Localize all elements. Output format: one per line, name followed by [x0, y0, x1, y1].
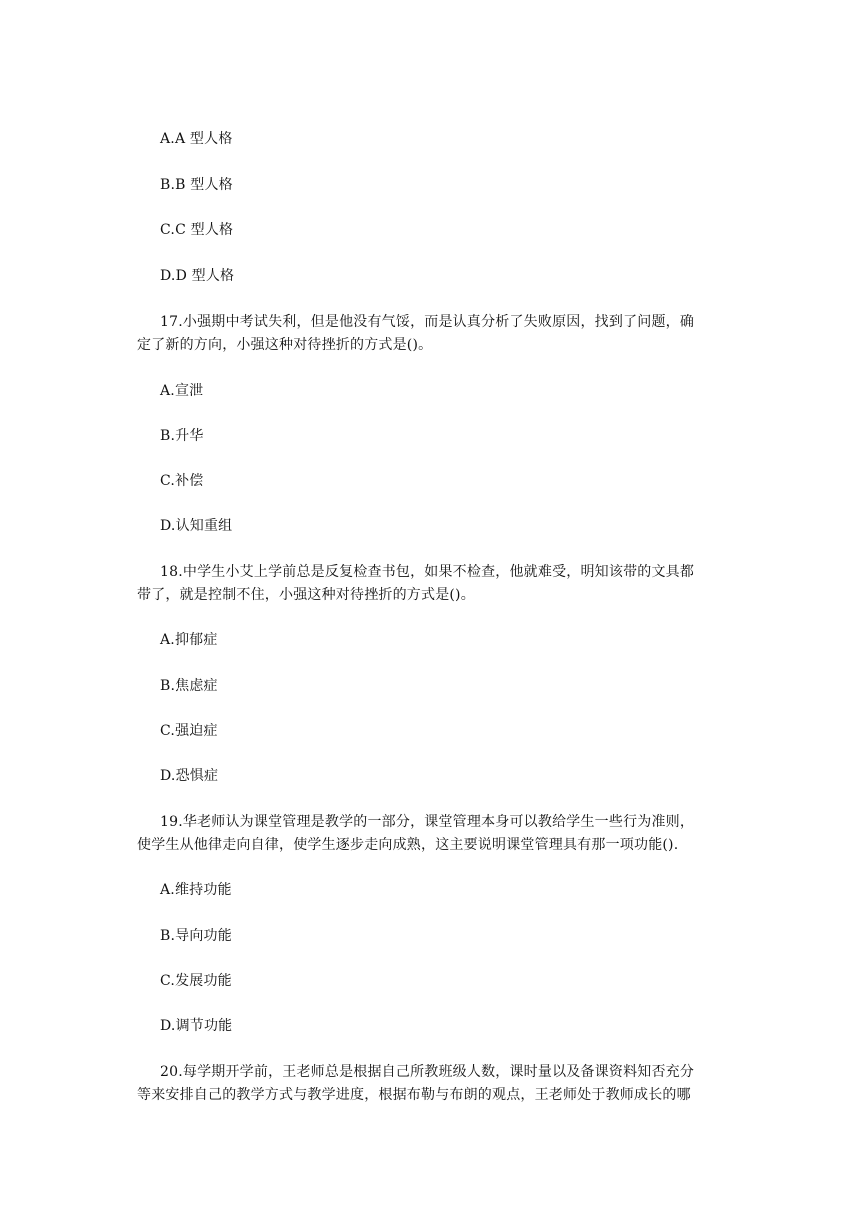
q19-question-line-2: 使学生从他律走向自律，使学生逐步走向成熟，这主要说明课堂管理具有那一项功能(). [137, 837, 679, 853]
q17-option-c: C.补偿 [160, 473, 204, 489]
q20-question-line-2: 等来安排自己的教学方式与教学进度，根据布勒与布朗的观点，王老师处于教师成长的哪 [137, 1087, 691, 1103]
q19-option-a: A.维持功能 [160, 882, 232, 898]
q18-question-line-2: 带了，就是控制不住，小强这种对待挫折的方式是()。 [137, 587, 475, 603]
q18-question-line-1: 18.中学生小艾上学前总是反复检查书包，如果不检查，他就难受，明知该带的文具都 [160, 564, 695, 580]
q19-option-b: B.导向功能 [160, 928, 232, 944]
q17-question-line-1: 17.小强期中考试失利，但是他没有气馁，而是认真分析了失败原因，找到了问题，确 [160, 314, 695, 330]
q19-question-line-1: 19.华老师认为课堂管理是教学的一部分，课堂管理本身可以教给学生一些行为准则， [160, 814, 695, 830]
q17-question-line-2: 定了新的方向，小强这种对待挫折的方式是()。 [137, 337, 433, 353]
q17-option-a: A.宣泄 [160, 383, 204, 399]
q18-option-d: D.恐惧症 [160, 768, 219, 784]
q16-option-c: C.C 型人格 [160, 222, 234, 238]
q19-option-c: C.发展功能 [160, 973, 232, 989]
q16-option-b: B.B 型人格 [160, 177, 233, 193]
q17-option-d: D.认知重组 [160, 518, 233, 534]
q19-option-d: D.调节功能 [160, 1018, 233, 1034]
q17-option-b: B.升华 [160, 428, 204, 444]
q18-option-b: B.焦虑症 [160, 678, 218, 694]
q18-option-a: A.抑郁症 [160, 632, 218, 648]
q18-option-c: C.强迫症 [160, 723, 218, 739]
q20-question-line-1: 20.每学期开学前，王老师总是根据自己所教班级人数，课时量以及备课资料知否充分 [160, 1064, 695, 1080]
q16-option-d: D.D 型人格 [160, 268, 235, 284]
q16-option-a: A.A 型人格 [160, 131, 233, 147]
